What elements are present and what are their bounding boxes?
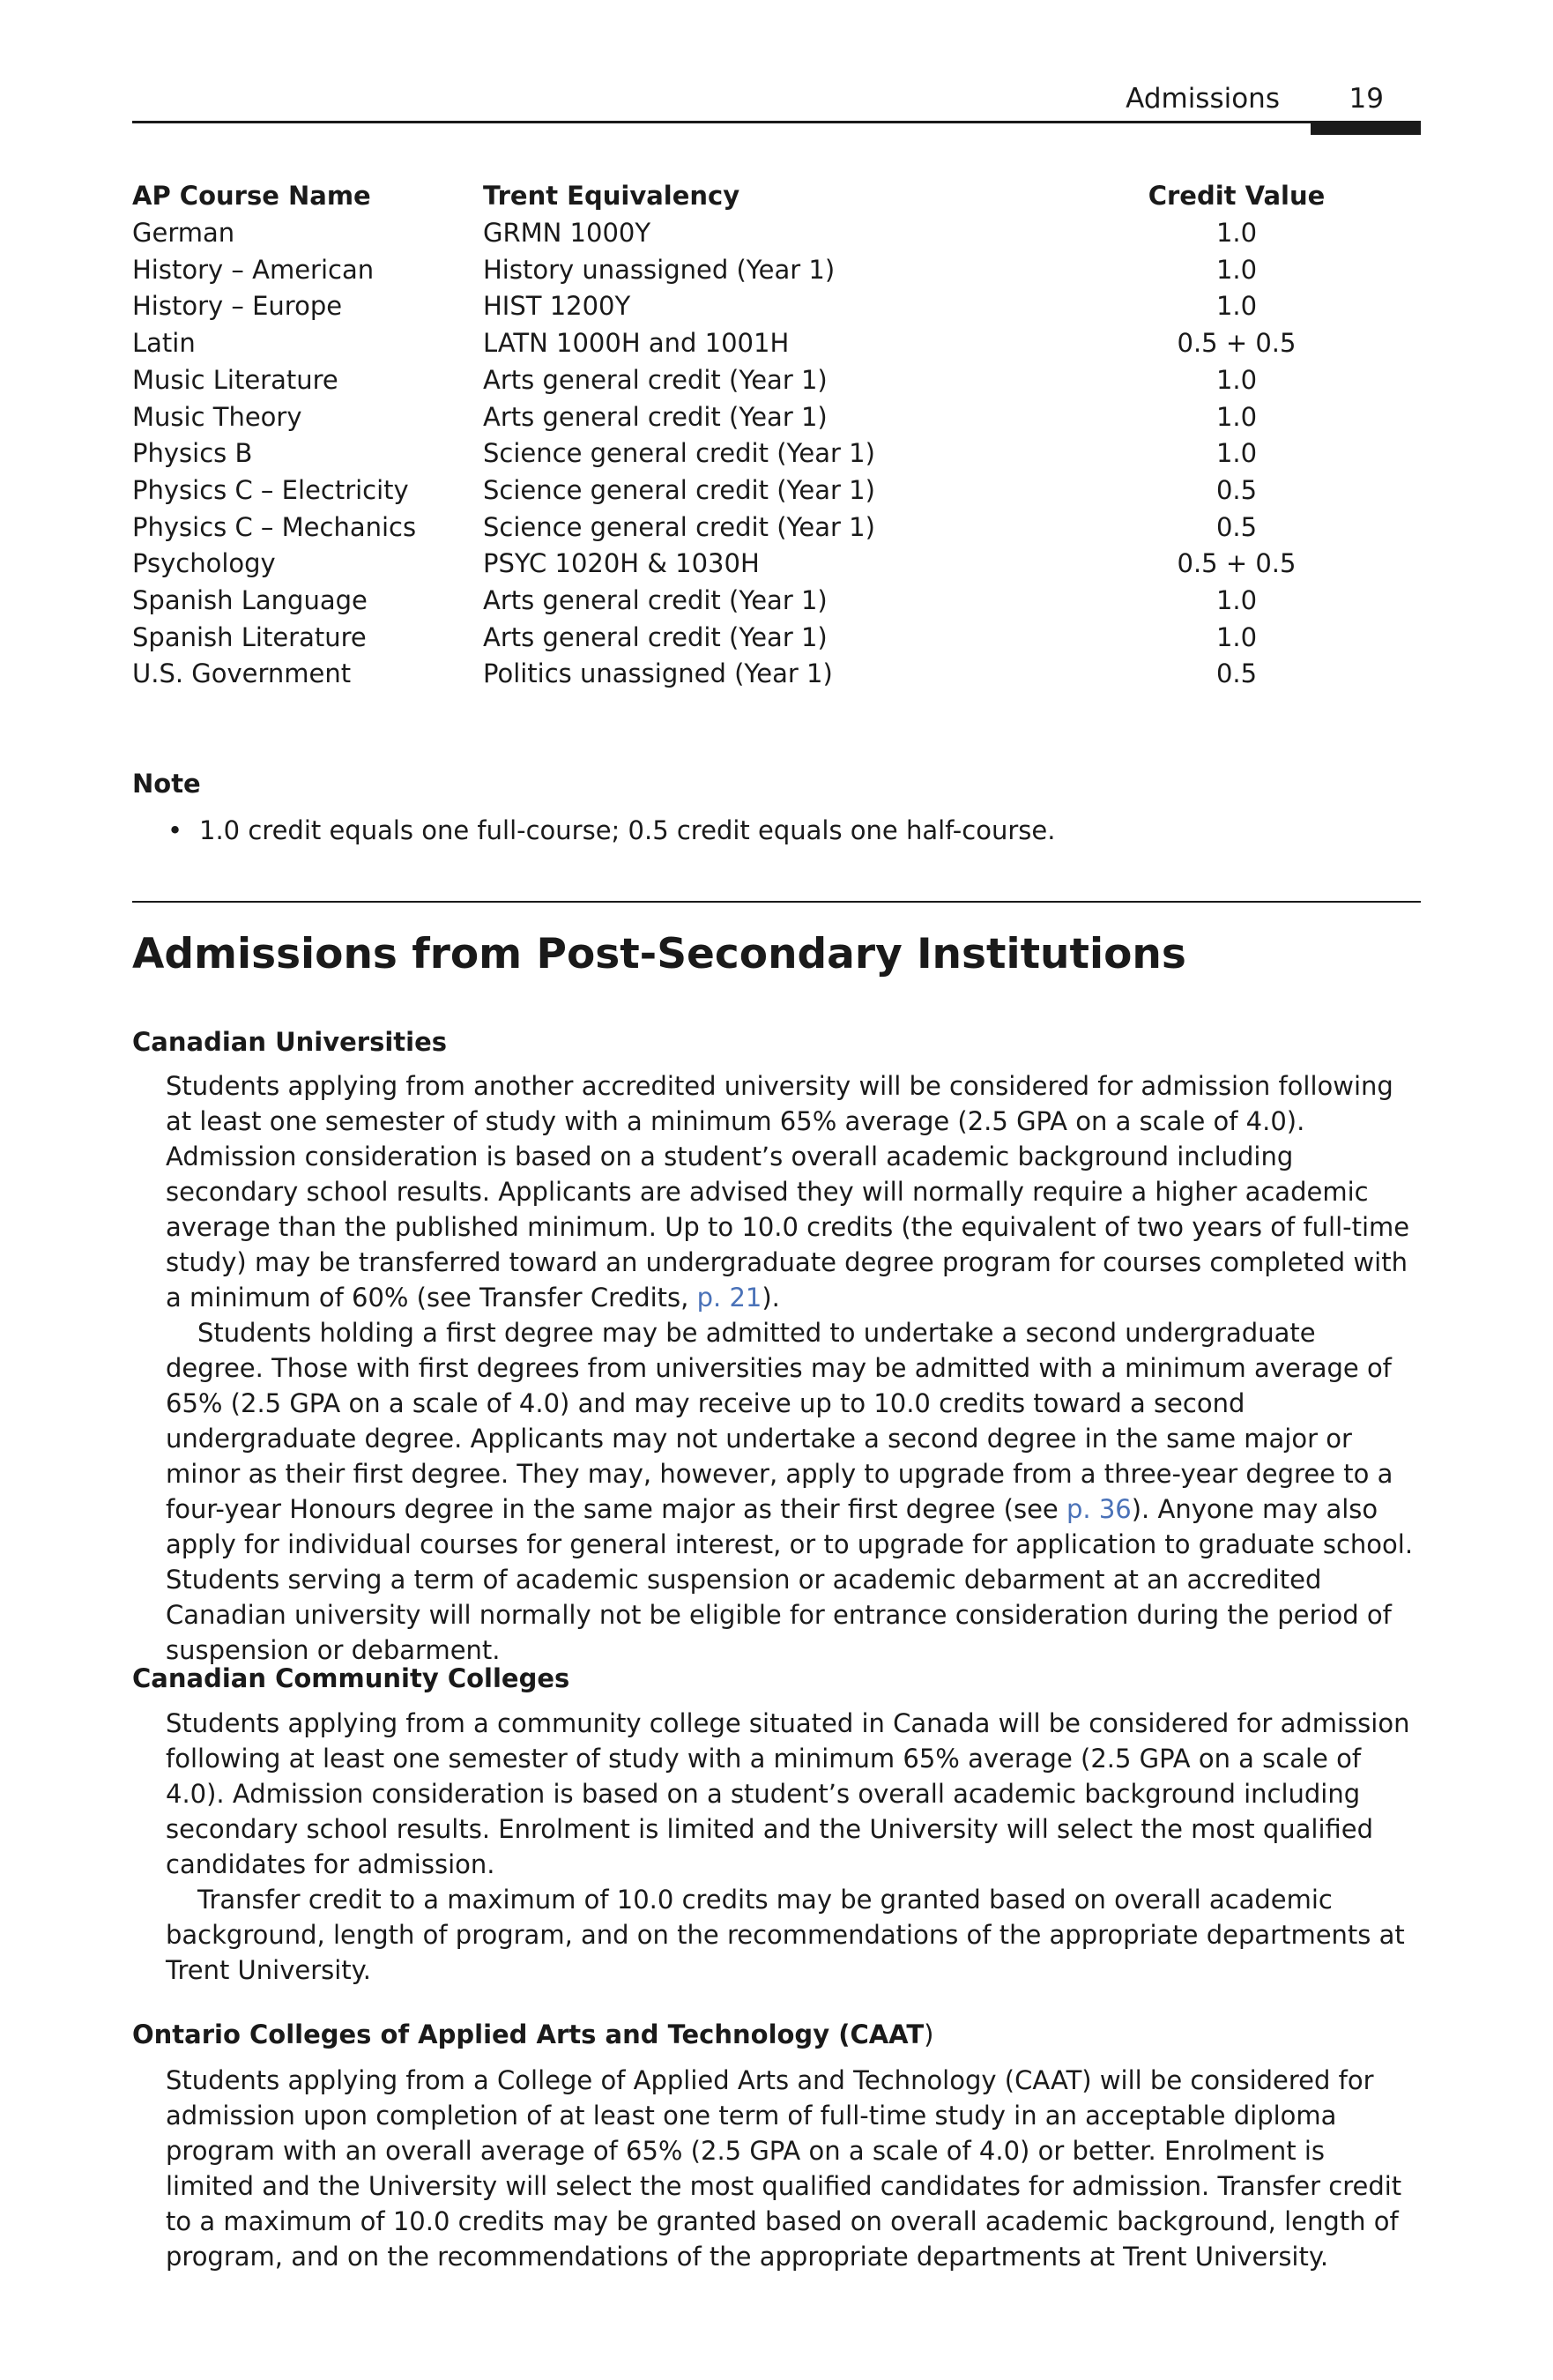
header-rule xyxy=(132,121,1421,123)
cell-equivalency: PSYC 1020H & 1030H xyxy=(483,548,760,579)
paragraph-universities-2 xyxy=(166,1315,1421,1668)
cell-course-name: German xyxy=(132,218,235,248)
link-p21[interactable]: p. 21 xyxy=(696,1283,762,1313)
paragraph-universities-1 xyxy=(166,1068,1421,1315)
cell-credit-value: 1.0 xyxy=(1215,254,1258,285)
cell-equivalency: GRMN 1000Y xyxy=(483,218,651,248)
cell-course-name: Music Theory xyxy=(132,401,302,432)
table-row xyxy=(132,583,1349,620)
cell-credit-value: 1.0 xyxy=(1215,218,1258,248)
paragraph-colleges-2 xyxy=(166,1882,1421,1988)
subheading-paren: ) xyxy=(924,2019,934,2049)
cell-credit-value: 0.5 + 0.5 xyxy=(1177,328,1297,359)
cell-equivalency: Arts general credit (Year 1) xyxy=(483,364,828,395)
table-row xyxy=(132,509,1349,547)
cell-equivalency: Politics unassigned (Year 1) xyxy=(483,658,833,689)
cell-course-name: Physics C – Electricity xyxy=(132,474,409,505)
cell-course-name: Spanish Language xyxy=(132,585,368,616)
table-body xyxy=(132,215,1349,693)
table-row xyxy=(132,435,1349,472)
cell-course-name: History – American xyxy=(132,254,375,285)
cell-credit-value: 0.5 xyxy=(1215,474,1258,505)
cell-course-name: Music Literature xyxy=(132,364,338,395)
subheading-text: Ontario Colleges of Applied Arts and Technology (CAAT xyxy=(132,2019,925,2049)
paragraph-text: Transfer credit to a maximum of 10.0 credits may be granted based on overall academic background, length of program, and on the recommendations of the appropriate departments at Trent University. xyxy=(166,1885,1405,1985)
cell-equivalency: Arts general credit (Year 1) xyxy=(483,621,828,652)
cell-course-name: Latin xyxy=(132,328,196,359)
paragraph-text: Students holding a first degree may be admitted to undertake a second undergraduate degree. Those with first degrees from universities may be admitted with a minimum average of 65% (2.5 GPA on a scale of 4.0) and may receive up to 10.0 credits toward a second undergraduate degree. Applicants may not undertake a second degree in the same major or minor as their first degree. They may, however, apply to upgrade from a three-year degree to a four-year Honours degree in the same major as their first degree (see xyxy=(166,1318,1393,1524)
cell-equivalency: History unassigned (Year 1) xyxy=(483,254,836,285)
bullet-icon: • xyxy=(167,815,183,845)
cell-credit-value: 0.5 + 0.5 xyxy=(1177,548,1297,579)
table-row xyxy=(132,362,1349,399)
subheading-community-colleges: Canadian Community Colleges xyxy=(132,1663,570,1693)
cell-equivalency: Science general credit (Year 1) xyxy=(483,474,875,505)
cell-credit-value: 1.0 xyxy=(1215,401,1258,432)
cell-credit-value: 1.0 xyxy=(1215,585,1258,616)
subheading-caat xyxy=(132,2017,933,2052)
cell-course-name: Physics C – Mechanics xyxy=(132,511,417,542)
paragraph-text: ). xyxy=(762,1283,780,1313)
cell-equivalency: Science general credit (Year 1) xyxy=(483,511,875,542)
cell-credit-value: 1.0 xyxy=(1215,438,1258,469)
cell-course-name: U.S. Government xyxy=(132,658,352,689)
paragraph-text: ). Anyone may also apply for individual courses for general interest, or to upgrade for application to graduate school. Students serving a term of academic suspension or academic debarment at an accredited Canadian university will normally not be eligible for entrance consideration during the period of suspension or debarment. xyxy=(166,1494,1414,1665)
cell-credit-value: 1.0 xyxy=(1215,621,1258,652)
running-header xyxy=(132,81,1421,122)
note-item-text: 1.0 credit equals one full-course; 0.5 credit equals one half-course. xyxy=(199,815,1056,845)
note-heading: Note xyxy=(132,769,201,799)
link-p36[interactable]: p. 36 xyxy=(1066,1494,1132,1524)
cell-credit-value: 1.0 xyxy=(1215,291,1258,322)
note-list xyxy=(167,813,1055,848)
table-header-row xyxy=(132,176,1349,215)
cell-course-name: History – Europe xyxy=(132,291,343,322)
column-header-equivalency: Trent Equivalency xyxy=(483,181,740,211)
table-row xyxy=(132,288,1349,325)
table-row xyxy=(132,656,1349,693)
header-tab-bar xyxy=(1311,121,1421,135)
table-row xyxy=(132,546,1349,583)
column-header-credit: Credit Value xyxy=(1148,181,1326,211)
cell-equivalency: Arts general credit (Year 1) xyxy=(483,585,828,616)
paragraph-colleges-1: Students applying from a community college situated in Canada will be considered for admission following at least one semester of study with a minimum 65% average (2.5 GPA on a scale of 4.0). Admission consideration is based on a student’s overall academic background including secondary school results. Enrolment is limited and the University will select the most qualified candidates for admission. xyxy=(166,1708,1410,1879)
cell-course-name: Physics B xyxy=(132,438,253,469)
section-divider xyxy=(132,901,1421,903)
cell-credit-value: 1.0 xyxy=(1215,364,1258,395)
cell-course-name: Psychology xyxy=(132,548,276,579)
cell-credit-value: 0.5 xyxy=(1215,658,1258,689)
paragraph-caat-1: Students applying from a College of Applied Arts and Technology (CAAT) will be considered for admission upon completion of at least one term of full-time study in an acceptable diploma program with an overall average of 65% (2.5 GPA on a scale of 4.0) or better. Enrolment is limited and the University will select the most qualified candidates for admission. Transfer credit to a maximum of 10.0 credits may be granted based on overall academic background, length of program, and on the recommendations of the appropriate departments at Trent University. xyxy=(166,2065,1402,2272)
table-row xyxy=(132,252,1349,289)
page-number: 19 xyxy=(1349,83,1384,115)
table-row xyxy=(132,325,1349,362)
cell-equivalency: LATN 1000H and 1001H xyxy=(483,328,790,359)
paragraph-text: Students applying from another accredited university will be considered for admission following at least one semester of study with a minimum 65% average (2.5 GPA on a scale of 4.0). Admission consideration is based on a student’s overall academic background including secondary school results. Applicants are advised they will normally require a higher academic average than the published minimum. Up to 10.0 credits (the equivalent of two years of full-time study) may be transferred toward an undergraduate degree program for courses completed with a minimum of 60% (see Transfer Credits, xyxy=(166,1071,1410,1313)
cell-equivalency: Science general credit (Year 1) xyxy=(483,438,875,469)
cell-equivalency: Arts general credit (Year 1) xyxy=(483,401,828,432)
header-section-name: Admissions xyxy=(1126,83,1280,115)
table-row xyxy=(132,472,1349,509)
table-row xyxy=(132,399,1349,436)
table-row xyxy=(132,215,1349,252)
ap-equivalency-table xyxy=(132,176,1349,693)
cell-credit-value: 0.5 xyxy=(1215,511,1258,542)
cell-equivalency: HIST 1200Y xyxy=(483,291,631,322)
cell-course-name: Spanish Literature xyxy=(132,621,367,652)
section-title: Admissions from Post-Secondary Institutions xyxy=(132,930,1186,978)
table-row xyxy=(132,620,1349,657)
subheading-canadian-universities: Canadian Universities xyxy=(132,1027,448,1057)
column-header-course: AP Course Name xyxy=(132,181,371,211)
note-item xyxy=(167,813,1055,848)
